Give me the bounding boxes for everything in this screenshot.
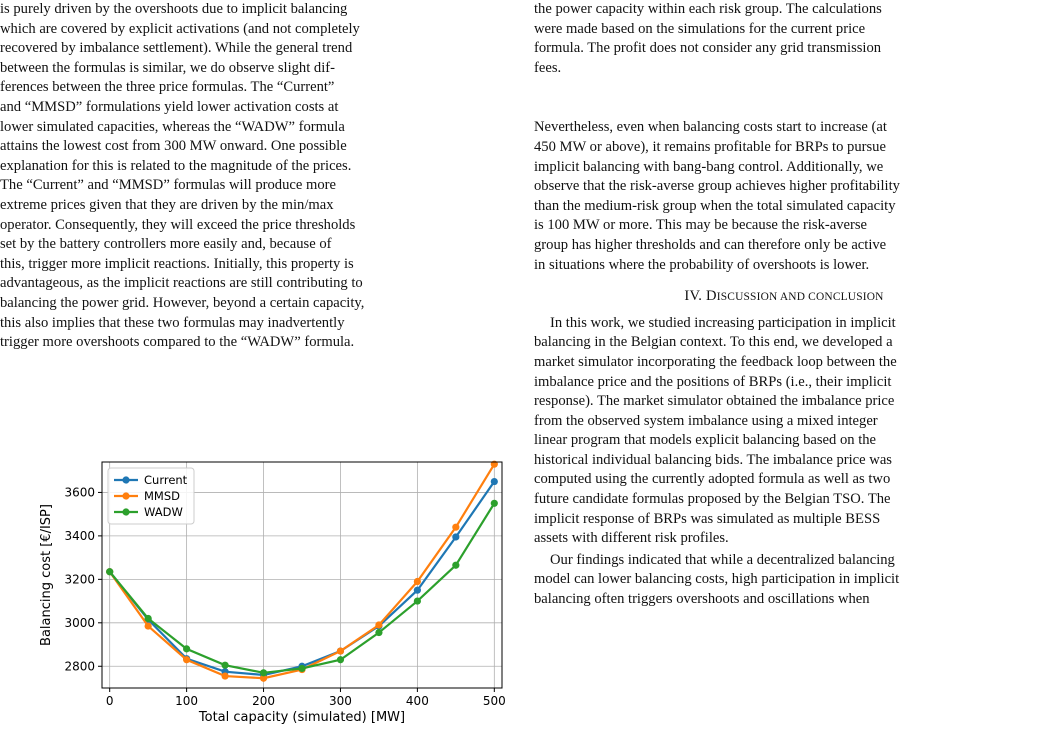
text-line: assets with different risk profiles. bbox=[534, 530, 729, 547]
data-point bbox=[183, 656, 190, 663]
data-point bbox=[414, 578, 421, 585]
left-column bbox=[0, 0, 502, 353]
data-point bbox=[145, 615, 152, 622]
data-point bbox=[221, 662, 228, 669]
text-line: from the observed system imbalance using a mixed integer bbox=[534, 412, 878, 429]
text-line: response). The market simulator obtained the imbalance price bbox=[534, 393, 895, 410]
text-line: observe that the risk-averse group achieves higher profitability bbox=[534, 178, 900, 195]
text-line: between the formulas is similar, we do observe slight dif- bbox=[0, 59, 335, 76]
section-heading bbox=[534, 287, 1034, 308]
text-line: fees. bbox=[534, 59, 562, 76]
text-line: explanation for this is related to the magnitude of the prices. bbox=[0, 157, 352, 174]
text-line: computed using the currently adopted formula as well as two bbox=[534, 471, 891, 488]
data-point bbox=[183, 645, 190, 652]
text-line: group has higher thresholds and can therefore only be active bbox=[534, 236, 887, 253]
series-line bbox=[110, 503, 495, 673]
text-line: In this work, we studied increasing participation in implicit bbox=[550, 314, 896, 331]
text-line: 450 MW or above), it remains profitable for BRPs to pursue bbox=[534, 138, 886, 155]
paragraph-conclusion bbox=[534, 314, 1034, 549]
section-title-initial: D bbox=[706, 288, 717, 305]
x-tick-label: 400 bbox=[405, 694, 429, 708]
series-wadw bbox=[106, 500, 498, 677]
text-line: advantageous, as the implicit reactions are still contributing to bbox=[0, 275, 363, 292]
legend-swatch-marker bbox=[122, 508, 129, 515]
text-line: formula. The profit does not consider any grid transmission bbox=[534, 40, 882, 57]
text-line: is purely driven by the overshoots due to implicit balancing bbox=[0, 1, 348, 17]
section-title-rest: ISCUSSION AND CONCLUSION bbox=[716, 291, 884, 304]
data-point bbox=[298, 665, 305, 672]
x-tick-label: 300 bbox=[329, 694, 352, 708]
right-column bbox=[534, 0, 1034, 610]
paragraph-profitability bbox=[534, 118, 1034, 275]
text-line: historical individual balancing bids. The imbalance price was bbox=[534, 451, 892, 468]
y-tick-label: 3000 bbox=[64, 615, 95, 630]
data-point bbox=[375, 621, 382, 628]
data-point bbox=[414, 597, 421, 604]
text-line: implicit response of BRPs was simulated as multiple BESS bbox=[534, 510, 881, 527]
data-point bbox=[414, 587, 421, 594]
y-tick-label: 3400 bbox=[64, 528, 95, 543]
figure-caption-tail bbox=[534, 0, 1034, 78]
text-line: this also implies that these two formulas may inadvertently bbox=[0, 314, 345, 331]
left-paragraph bbox=[0, 0, 502, 353]
text-line: operator. Consequently, they will exceed the price thresholds bbox=[0, 216, 356, 233]
balancing-cost-figure bbox=[30, 452, 510, 734]
legend-swatch-marker bbox=[122, 492, 129, 499]
text-line: imbalance price and the positions of BRPs (i.e., their implicit bbox=[534, 373, 892, 390]
text-line: balancing the power grid. However, beyond a certain capacity, bbox=[0, 294, 365, 311]
x-tick-label: 500 bbox=[482, 694, 506, 708]
legend-label: Current bbox=[144, 473, 188, 487]
data-point bbox=[452, 533, 459, 540]
y-tick-label: 3200 bbox=[64, 572, 95, 587]
text-line: set by the battery controllers more easily and, because of bbox=[0, 236, 332, 253]
text-line: in situations where the probability of overshoots is lower. bbox=[534, 256, 870, 273]
x-tick-label: 0 bbox=[105, 694, 114, 708]
section-number: IV. bbox=[684, 288, 703, 305]
text-line: ferences between the three price formulas. The “Current” bbox=[0, 79, 335, 96]
text-line: market simulator incorporating the feedback loop between the bbox=[534, 353, 897, 370]
data-point bbox=[221, 672, 228, 679]
text-line: linear program that models explicit balancing based on the bbox=[534, 432, 877, 449]
text-line: model can lower balancing costs, high participation in implicit bbox=[534, 571, 900, 588]
text-line: than the medium-risk group when the total simulated capacity bbox=[534, 197, 896, 214]
text-line: is 100 MW or more. This may be because the risk-averse bbox=[534, 217, 867, 234]
legend-label: WADW bbox=[144, 505, 183, 519]
balancing-cost-chart bbox=[30, 452, 510, 734]
data-point bbox=[491, 500, 498, 507]
text-line: lower simulated capacities, whereas the “WADW” formula bbox=[0, 118, 345, 135]
y-tick-label: 2800 bbox=[64, 659, 95, 674]
data-point bbox=[145, 622, 152, 629]
x-axis-label: Total capacity (simulated) [MW] bbox=[198, 710, 406, 725]
text-line: trigger more overshoots compared to the “WADW” formula. bbox=[0, 334, 355, 351]
text-line: The “Current” and “MMSD” formulas will produce more bbox=[0, 177, 336, 194]
text-line: Nevertheless, even when balancing costs start to increase (at bbox=[534, 119, 887, 136]
data-point bbox=[491, 478, 498, 485]
text-line: extreme prices given that they are driven by the min/max bbox=[0, 196, 334, 213]
x-tick-label: 100 bbox=[175, 694, 199, 708]
data-point bbox=[452, 562, 459, 569]
data-point bbox=[106, 568, 113, 575]
x-tick-label: 200 bbox=[252, 694, 275, 708]
data-point bbox=[452, 524, 459, 531]
text-line: implicit balancing with bang-bang control. Additionally, we bbox=[534, 158, 884, 175]
text-line: this, trigger more implicit reactions. Initially, this property is bbox=[0, 255, 354, 272]
paragraph-findings bbox=[534, 551, 1034, 610]
text-line: Our findings indicated that while a decentralized balancing bbox=[550, 551, 895, 568]
text-line: the power capacity within each risk group. The calculations bbox=[534, 1, 882, 17]
legend bbox=[108, 468, 194, 524]
text-line: which are covered by explicit activations (and not completely bbox=[0, 20, 360, 37]
legend-swatch-marker bbox=[122, 476, 129, 483]
y-axis-label: Balancing cost [€/ISP] bbox=[39, 504, 54, 646]
text-line: and “MMSD” formulations yield lower activation costs at bbox=[0, 98, 339, 115]
text-line: balancing often triggers overshoots and oscillations when bbox=[534, 591, 870, 608]
data-point bbox=[375, 629, 382, 636]
data-point bbox=[260, 669, 267, 676]
text-line: balancing in the Belgian context. To this end, we developed a bbox=[534, 334, 893, 351]
text-line: attains the lowest cost from 300 MW onward. One possible bbox=[0, 138, 347, 155]
text-line: recovered by imbalance settlement). While the general trend bbox=[0, 40, 353, 57]
text-line: future candidate formulas proposed by the Belgian TSO. The bbox=[534, 491, 891, 508]
text-line: were made based on the simulations for the current price bbox=[534, 20, 866, 37]
data-point bbox=[337, 647, 344, 654]
data-point bbox=[337, 656, 344, 663]
legend-label: MMSD bbox=[144, 489, 180, 503]
y-tick-label: 3600 bbox=[64, 485, 95, 500]
